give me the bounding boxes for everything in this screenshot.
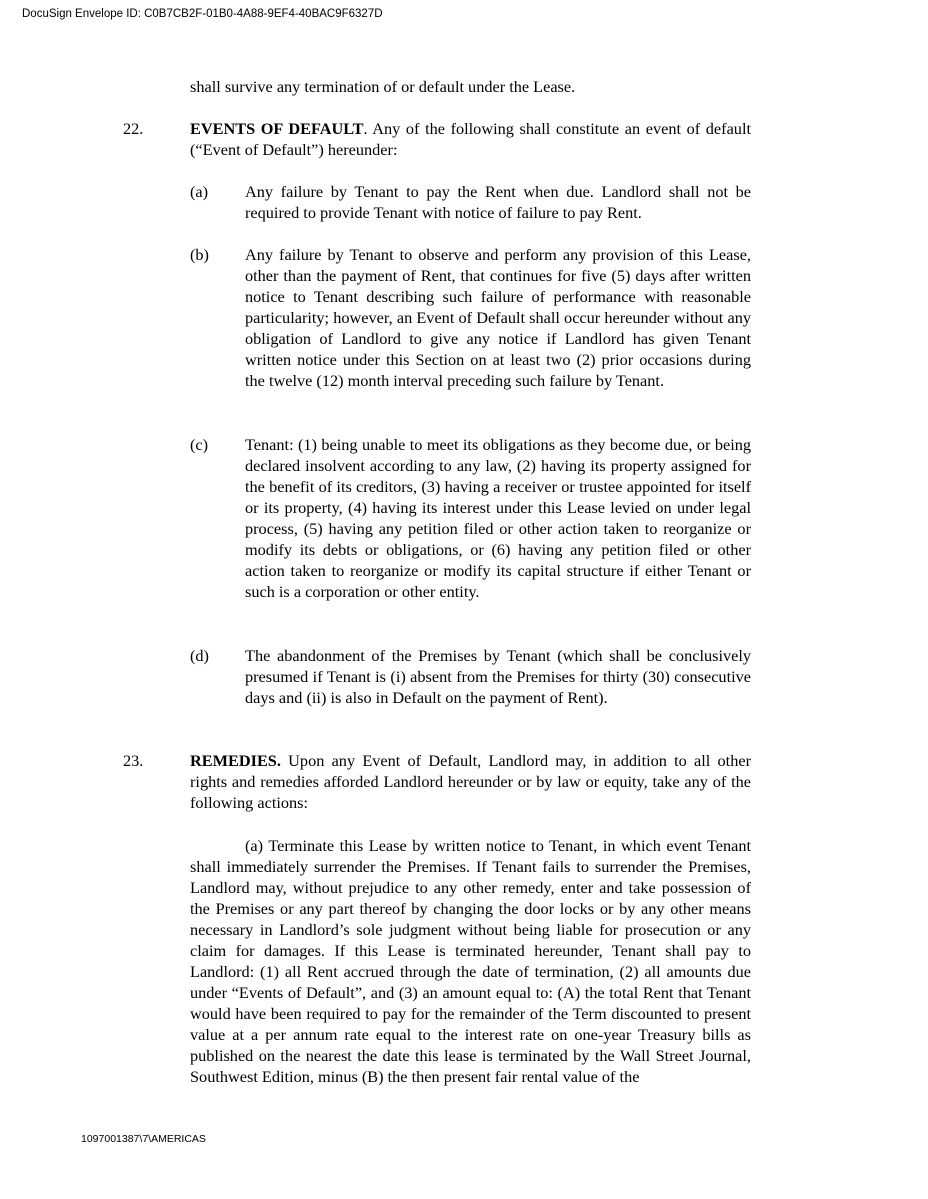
continuation-text: shall survive any termination of or default under the Lease. xyxy=(190,77,576,96)
item-d-label: (d) xyxy=(190,646,209,665)
section-22-heading: EVENTS OF DEFAULT xyxy=(190,119,364,138)
item-b-label: (b) xyxy=(190,245,209,264)
item-a-label: (a) xyxy=(190,182,209,201)
section-23-heading: REMEDIES. xyxy=(190,751,281,770)
section-22-intro xyxy=(190,118,751,160)
item-d-text: The abandonment of the Premises by Tenant (which shall be conclusively presumed if Tenant is (i) absent from the Premises for thirty (30) consecutive days and (ii) is also in Default on the payment of Rent). xyxy=(245,646,751,707)
section-22-intro-text: . Any of the following shall constitute an event of default (“Event of Default”) hereunder: xyxy=(190,119,751,159)
section-23-number: 23. xyxy=(123,751,144,770)
item-c-text: Tenant: (1) being unable to meet its obligations as they become due, or being declared insolvent according to any law, (2) having its property assigned for the benefit of its creditors, (3) having a receiver or trustee appointed for itself or its property, (4) having its interest under this Lease levied on under legal process, (5) having any petition filed or other action taken to reorganize or modify its debts or obligations, or (6) having any petition filed or other action taken to reorganize or modify its capital structure if either Tenant or such is a corporation or other entity. xyxy=(245,435,751,601)
section-22-number: 22. xyxy=(123,119,144,138)
remedy-a-paragraph: (a) Terminate this Lease by written notice to Tenant, in which event Tenant shall immediately surrender the Premises. If Tenant fails to surrender the Premises, Landlord may, without prejudice to any other remedy, enter and take possession of the Premises or any part thereof by changing the door locks or by any other means necessary in Landlord’s sole judgment without being liable for prosecution or any claim for damages. If this Lease is terminated hereunder, Tenant shall pay to Landlord: (1) all Rent accrued through the date of termination, (2) all amounts due under “Events of Default”, and (3) an amount equal to: (A) the total Rent that Tenant would have been required to pay for the remainder of the Term discounted to present value at a per annum rate equal to the interest rate on one-year Treasury bills as published on the nearest the date this lease is terminated by the Wall Street Journal, Southwest Edition, minus (B) the then present fair rental value of the xyxy=(190,836,751,1086)
item-c-label: (c) xyxy=(190,435,209,454)
section-23-intro xyxy=(190,750,751,813)
footer-document-id: 1097001387\7\AMERICAS xyxy=(81,1133,206,1145)
item-b-text: Any failure by Tenant to observe and perform any provision of this Lease, other than the payment of Rent, that continues for five (5) days after written notice to Tenant describing such failure of performance with reasonable particularity; however, an Event of Default shall occur hereunder without any obligation of Landlord to give any notice if Landlord has given Tenant written notice under this Section on at least two (2) prior occasions during the twelve (12) month interval preceding such failure by Tenant. xyxy=(245,245,751,390)
item-a-text: Any failure by Tenant to pay the Rent when due. Landlord shall not be required to provide Tenant with notice of failure to pay Rent. xyxy=(245,182,751,222)
docusign-envelope-id: DocuSign Envelope ID: C0B7CB2F-01B0-4A88-9EF4-40BAC9F6327D xyxy=(22,8,383,20)
section-23-intro-text: Upon any Event of Default, Landlord may, in addition to all other rights and remedies afforded Landlord hereunder or by law or equity, take any of the following actions: xyxy=(190,751,751,812)
